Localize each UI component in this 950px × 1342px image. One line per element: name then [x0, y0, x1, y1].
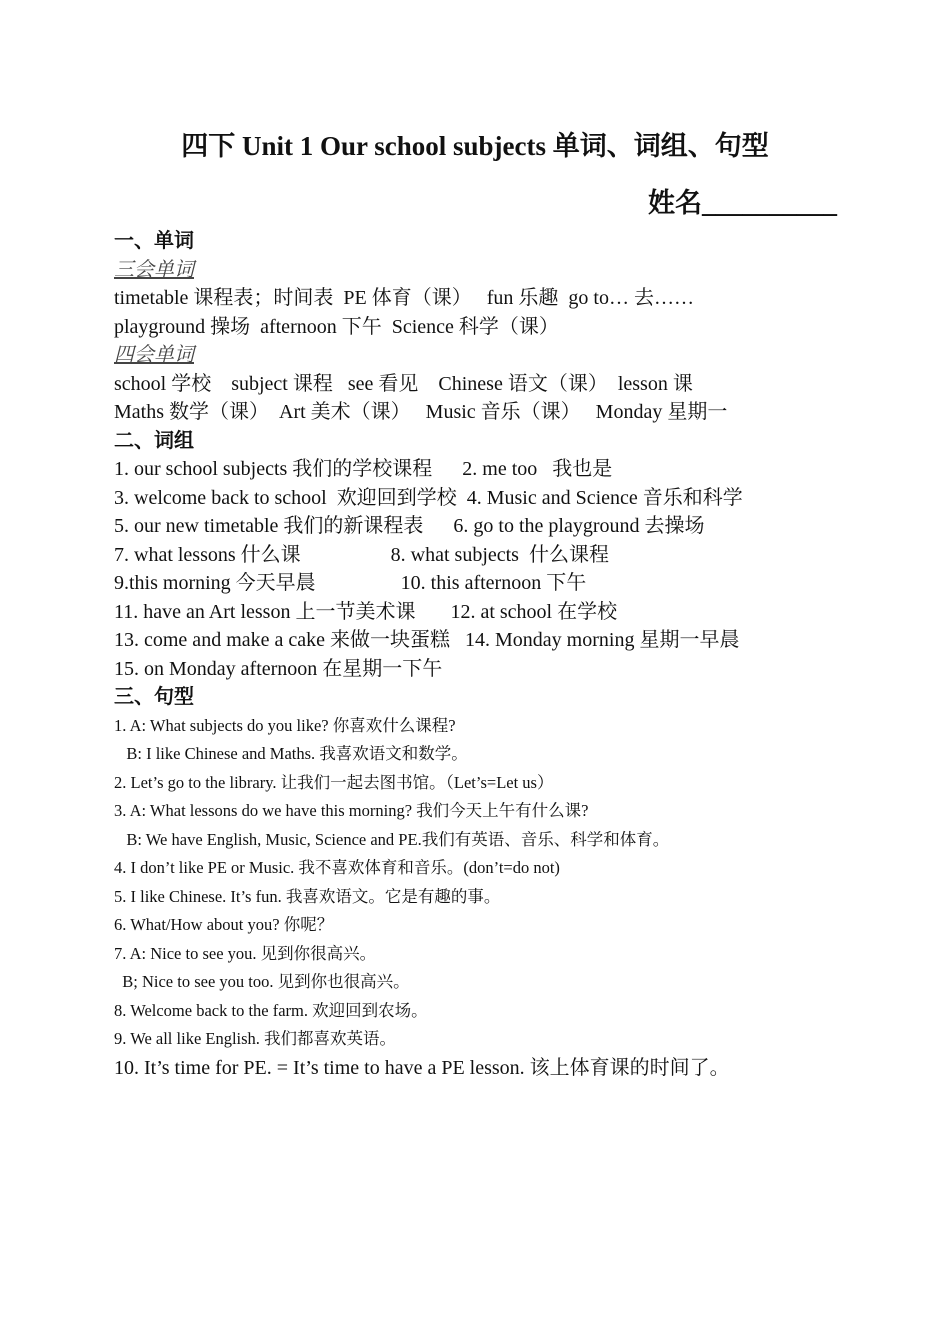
sentence-line: 6. What/How about you? 你呢？: [114, 915, 334, 934]
sentence-line: B: We have English, Music, Science and PE.我们有英语、音乐、科学和体育。: [114, 829, 670, 849]
word-line: Maths 数学（课） Art 美术（课） Music 音乐（课） Monday 星期一: [114, 401, 728, 423]
phrase-line: 7. what lessons 什么课 8. what subjects 什么课程: [114, 543, 609, 566]
phrase-line: 5. our new timetable 我们的新课程表 6. go to the playground 去操场: [114, 515, 705, 537]
phrase-line: 3. welcome back to school 欢迎回到学校 4. Music and Science 音乐和科学: [114, 486, 743, 509]
name-field-label: 姓名__________: [648, 188, 837, 218]
sentence-line: 2. Let’s go to the library. 让我们一起去图书馆。（Let’s=Let us）: [114, 772, 554, 792]
word-line: timetable 课程表；时间表 PE 体育（课） fun 乐趣 go to… 去……: [114, 287, 694, 309]
subheading-three-skill-words: 三会单词: [114, 258, 194, 281]
sentence-line: 5. I like Chinese. It’s fun. 我喜欢语文。它是有趣的事。: [114, 886, 501, 906]
sentence-line: 7. A: Nice to see you. 见到你很高兴。: [114, 943, 377, 963]
document-title: 四下 Unit 1 Our school subjects 单词、词组、句型: [181, 131, 769, 161]
phrase-line: 11. have an Art lesson 上一节美术课 12. at school 在学校: [114, 600, 618, 623]
phrase-line: 9.this morning 今天早晨 10. this afternoon 下午: [114, 572, 587, 594]
phrase-line: 15. on Monday afternoon 在星期一下午: [114, 657, 443, 680]
sentence-line: B; Nice to see you too. 见到你也很高兴。: [114, 972, 410, 991]
document-body: [114, 227, 894, 1082]
section-heading-phrases: 二、词组: [114, 429, 194, 452]
phrase-line: 13. come and make a cake 来做一块蛋糕 14. Monday morning 星期一早晨: [114, 629, 740, 651]
sentence-line: B: I like Chinese and Maths. 我喜欢语文和数学。: [114, 744, 468, 763]
sentence-line: 10. It’s time for PE. = It’s time to have a PE lesson. 该上体育课的时间了。: [114, 1056, 730, 1079]
subheading-four-skill-words: 四会单词: [114, 344, 194, 366]
phrase-line: 1. our school subjects 我们的学校课程 2. me too 我也是: [114, 458, 613, 480]
sentence-line: 8. Welcome back to the farm. 欢迎回到农场。: [114, 1000, 428, 1020]
section-heading-words: 一、单词: [114, 230, 194, 252]
section-heading-sentences: 三、句型: [114, 686, 194, 708]
sentence-line: 4. I don’t like PE or Music. 我不喜欢体育和音乐。(don’t=do not): [114, 858, 560, 877]
sentence-line: 9. We all like English. 我们都喜欢英语。: [114, 1029, 397, 1048]
word-line: school 学校 subject 课程 see 看见 Chinese 语文（课） lesson 课: [114, 372, 693, 395]
sentence-line: 3. A: What lessons do we have this morning? 我们今天上午有什么课?: [114, 801, 589, 820]
word-line: playground 操场 afternoon 下午 Science 科学（课）: [114, 315, 559, 338]
sentence-line: 1. A: What subjects do you like? 你喜欢什么课程?: [114, 715, 456, 735]
